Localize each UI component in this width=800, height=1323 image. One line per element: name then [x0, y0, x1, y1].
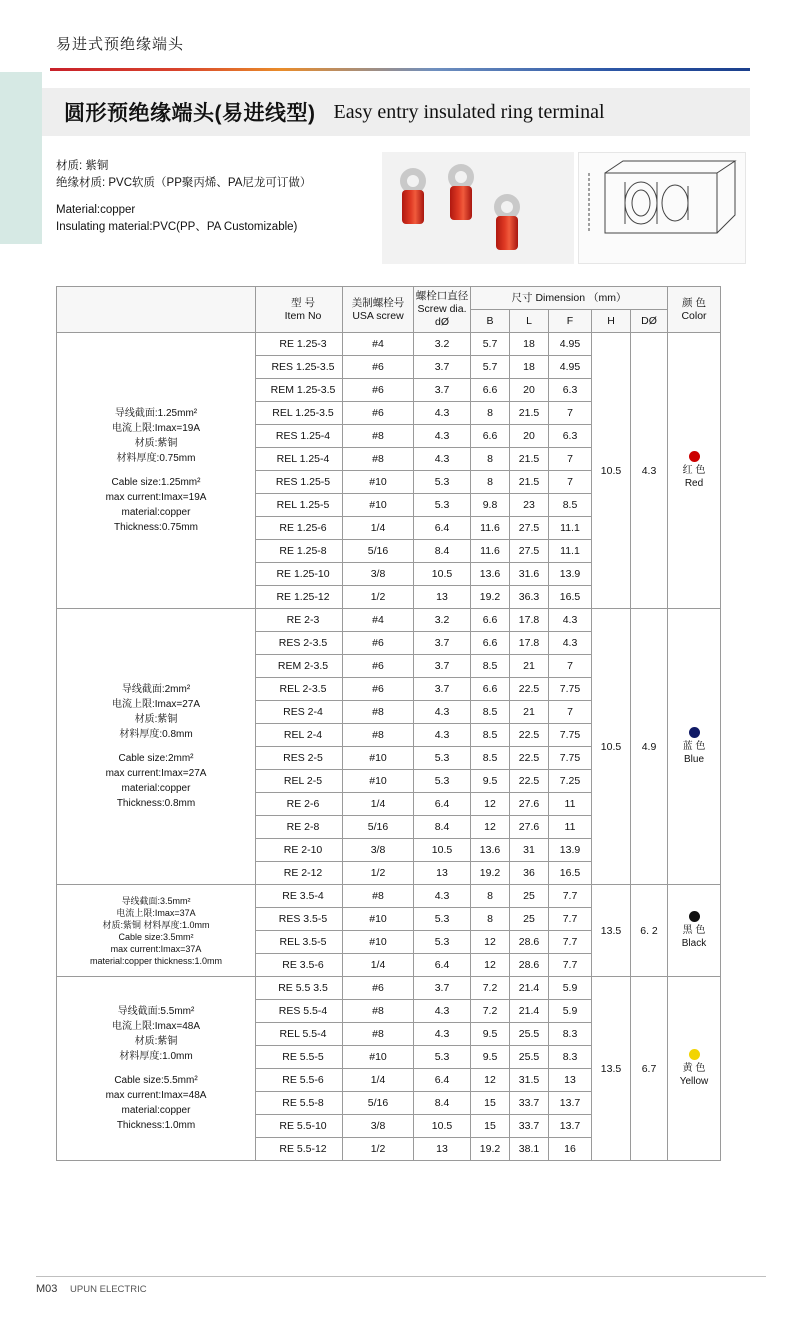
cell-screw-dia: 4.3: [414, 701, 471, 724]
cell-item-no: REL 2-3.5: [256, 678, 343, 701]
color-label-en: Black: [681, 938, 707, 949]
cell-dim-b: 8.5: [471, 701, 510, 724]
cell-usa-screw: 1/4: [343, 1069, 414, 1092]
cell-usa-screw: #6: [343, 402, 414, 425]
group-description: 导线截面:1.25mm² 电流上限:Imax=19A 材质:紫铜 材料厚度:0.75mm Cable size:1.25mm² max current:Imax=19A material:copper Thickness:0.75mm: [57, 333, 256, 609]
cell-item-no: RE 2-12: [256, 862, 343, 885]
cell-dim-b: 13.6: [471, 839, 510, 862]
header-dimension: 尺寸 Dimension （mm）: [471, 287, 668, 310]
cell-dim-b: 9.8: [471, 494, 510, 517]
cell-dim-h: 13.5: [592, 885, 631, 977]
cell-item-no: RE 5.5-8: [256, 1092, 343, 1115]
cell-screw-dia: 4.3: [414, 425, 471, 448]
cell-dim-l: 18: [510, 333, 549, 356]
cell-usa-screw: #8: [343, 701, 414, 724]
table-head: [57, 287, 721, 333]
cell-screw-dia: 5.3: [414, 931, 471, 954]
cell-item-no: RE 5.5 3.5: [256, 977, 343, 1000]
color-label-cn: 黑 色: [682, 925, 706, 936]
cell-dim-l: 21.5: [510, 448, 549, 471]
header-color-cn: 颜 色: [682, 296, 706, 309]
cell-screw-dia: 3.7: [414, 977, 471, 1000]
cell-item-no: RE 1.25-8: [256, 540, 343, 563]
cell-item-no: RES 1.25-5: [256, 471, 343, 494]
cell-item-no: RE 2-3: [256, 609, 343, 632]
table-row: [57, 885, 721, 908]
header-usa-screw: [343, 287, 414, 333]
cell-dim-f: 7: [549, 471, 592, 494]
cell-dim-f: 7.75: [549, 678, 592, 701]
cell-dim-f: 8.5: [549, 494, 592, 517]
cell-usa-screw: #8: [343, 724, 414, 747]
cell-dim-f: 13.7: [549, 1115, 592, 1138]
cell-dim-b: 13.6: [471, 563, 510, 586]
cell-dim-f: 13: [549, 1069, 592, 1092]
cell-usa-screw: #10: [343, 931, 414, 954]
cell-item-no: RES 2-5: [256, 747, 343, 770]
cell-usa-screw: #10: [343, 471, 414, 494]
cell-dim-l: 23: [510, 494, 549, 517]
cell-dim-b: 9.5: [471, 770, 510, 793]
header-description: [57, 287, 256, 333]
cell-dim-b: 12: [471, 816, 510, 839]
color-swatch-icon: [689, 727, 700, 738]
cell-item-no: RES 1.25-3.5: [256, 356, 343, 379]
cell-dim-f: 7: [549, 448, 592, 471]
cell-dim-l: 38.1: [510, 1138, 549, 1161]
cell-dim-f: 5.9: [549, 977, 592, 1000]
cell-screw-dia: 8.4: [414, 816, 471, 839]
cell-screw-dia: 3.2: [414, 609, 471, 632]
cell-item-no: RES 2-3.5: [256, 632, 343, 655]
header-dim-f: F: [549, 310, 592, 333]
cell-dim-b: 19.2: [471, 862, 510, 885]
header-screw-dia-en: Screw dia.: [417, 303, 467, 315]
cell-dim-f: 4.95: [549, 356, 592, 379]
cell-screw-dia: 5.3: [414, 494, 471, 517]
dimension-drawing: [578, 152, 746, 264]
cell-dim-b: 8.5: [471, 724, 510, 747]
cell-item-no: RE 2-8: [256, 816, 343, 839]
cell-usa-screw: 1/2: [343, 586, 414, 609]
cell-usa-screw: 1/2: [343, 862, 414, 885]
cell-dim-f: 5.9: [549, 1000, 592, 1023]
cell-dim-f: 8.3: [549, 1046, 592, 1069]
spec-line-material-en: Material:copper: [56, 204, 136, 216]
section-title-en: Easy entry insulated ring terminal: [333, 100, 605, 123]
cell-dim-f: 7: [549, 701, 592, 724]
cell-item-no: RE 5.5-5: [256, 1046, 343, 1069]
page-header: [0, 0, 800, 72]
cell-dim-b: 15: [471, 1115, 510, 1138]
cell-screw-dia: 5.3: [414, 770, 471, 793]
header-usa-screw-cn: 美制螺栓号: [351, 296, 405, 309]
cell-usa-screw: 3/8: [343, 1115, 414, 1138]
cell-item-no: REM 1.25-3.5: [256, 379, 343, 402]
cell-item-no: REL 2-4: [256, 724, 343, 747]
header-color: [668, 287, 721, 333]
cell-dim-b: 12: [471, 1069, 510, 1092]
spec-line-material-cn: 材质: 紫铜: [56, 160, 109, 172]
cell-item-no: RE 1.25-10: [256, 563, 343, 586]
header-item-no: [256, 287, 343, 333]
cell-dim-h: 10.5: [592, 609, 631, 885]
cell-dim-l: 31.6: [510, 563, 549, 586]
cell-usa-screw: #10: [343, 747, 414, 770]
header-dim-l: L: [510, 310, 549, 333]
header-dim-b: B: [471, 310, 510, 333]
cell-screw-dia: 4.3: [414, 448, 471, 471]
cell-dim-f: 7.75: [549, 747, 592, 770]
cell-dim-b: 8: [471, 402, 510, 425]
cell-item-no: RE 2-10: [256, 839, 343, 862]
cell-dim-b: 8: [471, 471, 510, 494]
cell-usa-screw: #8: [343, 425, 414, 448]
color-label-cn: 黄 色: [682, 1063, 706, 1074]
cell-item-no: RE 2-6: [256, 793, 343, 816]
cell-screw-dia: 5.3: [414, 747, 471, 770]
cell-dim-l: 21: [510, 655, 549, 678]
cell-dim-b: 12: [471, 793, 510, 816]
cell-dim-f: 8.3: [549, 1023, 592, 1046]
cell-dim-l: 21.5: [510, 402, 549, 425]
cell-usa-screw: 5/16: [343, 1092, 414, 1115]
cell-screw-dia: 13: [414, 1138, 471, 1161]
cell-dim-b: 6.6: [471, 609, 510, 632]
cell-item-no: RE 1.25-12: [256, 586, 343, 609]
cell-screw-dia: 8.4: [414, 540, 471, 563]
cell-dim-f: 7.75: [549, 724, 592, 747]
cell-dim-l: 25: [510, 908, 549, 931]
cell-screw-dia: 10.5: [414, 563, 471, 586]
cell-screw-dia: 3.2: [414, 333, 471, 356]
cell-dim-b: 12: [471, 931, 510, 954]
cell-color: [668, 977, 721, 1161]
color-swatch-icon: [689, 911, 700, 922]
cell-dim-f: 11: [549, 816, 592, 839]
cell-item-no: RES 2-4: [256, 701, 343, 724]
cell-usa-screw: #6: [343, 632, 414, 655]
cell-dim-l: 22.5: [510, 747, 549, 770]
cell-screw-dia: 4.3: [414, 724, 471, 747]
cell-dim-l: 22.5: [510, 678, 549, 701]
cell-color: [668, 333, 721, 609]
cell-usa-screw: 1/2: [343, 1138, 414, 1161]
cell-screw-dia: 6.4: [414, 954, 471, 977]
header-item-no-en: Item No: [284, 309, 322, 322]
cell-screw-dia: 5.3: [414, 908, 471, 931]
cell-dim-h: 10.5: [592, 333, 631, 609]
cell-dim-l: 27.5: [510, 540, 549, 563]
cell-dim-f: 13.9: [549, 839, 592, 862]
cell-screw-dia: 3.7: [414, 379, 471, 402]
cell-dim-f: 7.25: [549, 770, 592, 793]
cell-dim-f: 4.95: [549, 333, 592, 356]
cell-dim-b: 9.5: [471, 1046, 510, 1069]
cell-usa-screw: #8: [343, 448, 414, 471]
cell-color: [668, 885, 721, 977]
cell-usa-screw: #6: [343, 356, 414, 379]
cell-dim-f: 7.7: [549, 908, 592, 931]
footer-page-number: M03: [36, 1283, 58, 1295]
cell-screw-dia: 3.7: [414, 356, 471, 379]
cell-dim-d: 4.9: [631, 609, 668, 885]
specification-table: [56, 286, 721, 1161]
spec-line-insulation-cn: 绝缘材质: PVC软质（PP聚丙烯、PA尼龙可订做）: [56, 177, 312, 189]
cell-dim-b: 6.6: [471, 425, 510, 448]
cell-screw-dia: 10.5: [414, 1115, 471, 1138]
cell-dim-b: 12: [471, 954, 510, 977]
cell-usa-screw: #10: [343, 494, 414, 517]
cell-dim-b: 8: [471, 448, 510, 471]
cell-dim-f: 16.5: [549, 586, 592, 609]
cell-usa-screw: #6: [343, 977, 414, 1000]
cell-dim-l: 27.6: [510, 793, 549, 816]
table-body: [57, 333, 721, 1161]
cell-dim-f: 16: [549, 1138, 592, 1161]
header-screw-dia-cn: 螺栓口直径: [415, 290, 469, 302]
cell-dim-b: 11.6: [471, 540, 510, 563]
cell-dim-b: 11.6: [471, 517, 510, 540]
cell-item-no: RE 5.5-6: [256, 1069, 343, 1092]
cell-item-no: RE 1.25-6: [256, 517, 343, 540]
cell-dim-f: 13.7: [549, 1092, 592, 1115]
cell-item-no: RES 5.5-4: [256, 1000, 343, 1023]
cell-screw-dia: 6.4: [414, 1069, 471, 1092]
cell-dim-b: 7.2: [471, 977, 510, 1000]
color-label-en: Yellow: [679, 1076, 709, 1087]
cell-screw-dia: 5.3: [414, 1046, 471, 1069]
cell-usa-screw: #6: [343, 655, 414, 678]
cell-item-no: RES 3.5-5: [256, 908, 343, 931]
cell-dim-f: 11.1: [549, 517, 592, 540]
cell-dim-l: 20: [510, 425, 549, 448]
cell-dim-l: 25.5: [510, 1046, 549, 1069]
cell-usa-screw: #8: [343, 1023, 414, 1046]
color-label-cn: 红 色: [682, 465, 706, 476]
cell-usa-screw: 3/8: [343, 839, 414, 862]
color-swatch-icon: [689, 1049, 700, 1060]
cell-usa-screw: #10: [343, 908, 414, 931]
cell-dim-f: 7.7: [549, 885, 592, 908]
cell-dim-f: 7: [549, 655, 592, 678]
cell-dim-b: 5.7: [471, 356, 510, 379]
cell-dim-f: 4.3: [549, 632, 592, 655]
left-accent-block: [0, 72, 42, 244]
cell-dim-b: 6.6: [471, 379, 510, 402]
cell-dim-l: 17.8: [510, 632, 549, 655]
cell-dim-b: 8.5: [471, 747, 510, 770]
cell-screw-dia: 6.4: [414, 793, 471, 816]
cell-dim-l: 21.5: [510, 471, 549, 494]
cell-dim-b: 6.6: [471, 632, 510, 655]
table-row: [57, 333, 721, 356]
cell-dim-f: 7.7: [549, 954, 592, 977]
cell-dim-f: 13.9: [549, 563, 592, 586]
cell-dim-h: 13.5: [592, 977, 631, 1161]
cell-screw-dia: 4.3: [414, 402, 471, 425]
cell-screw-dia: 3.7: [414, 678, 471, 701]
cell-dim-l: 33.7: [510, 1115, 549, 1138]
footer: [36, 1283, 147, 1295]
cell-item-no: RES 1.25-4: [256, 425, 343, 448]
cell-usa-screw: 1/4: [343, 954, 414, 977]
color-label-en: Red: [684, 478, 704, 489]
material-spec-block: [56, 158, 311, 236]
cell-item-no: RE 3.5-4: [256, 885, 343, 908]
cell-dim-l: 18: [510, 356, 549, 379]
cell-item-no: REL 5.5-4: [256, 1023, 343, 1046]
cell-dim-l: 21.4: [510, 977, 549, 1000]
cell-dim-b: 19.2: [471, 586, 510, 609]
cell-dim-l: 28.6: [510, 954, 549, 977]
cell-dim-l: 20: [510, 379, 549, 402]
header-dim-d: DØ: [631, 310, 668, 333]
cell-usa-screw: #10: [343, 770, 414, 793]
cell-usa-screw: #4: [343, 609, 414, 632]
cell-item-no: REL 2-5: [256, 770, 343, 793]
cell-dim-l: 21.4: [510, 1000, 549, 1023]
cell-screw-dia: 8.4: [414, 1092, 471, 1115]
header-screw-dia-symbol: dØ: [434, 316, 449, 328]
cell-item-no: RE 5.5-10: [256, 1115, 343, 1138]
group-description: 导线截面:2mm² 电流上限:Imax=27A 材质:紫铜 材料厚度:0.8mm Cable size:2mm² max current:Imax=27A material:copper Thickness:0.8mm: [57, 609, 256, 885]
table-header-row-1: [57, 287, 721, 310]
cell-dim-l: 36: [510, 862, 549, 885]
cell-dim-l: 33.7: [510, 1092, 549, 1115]
cell-dim-l: 25: [510, 885, 549, 908]
cell-screw-dia: 10.5: [414, 839, 471, 862]
cell-item-no: REL 1.25-5: [256, 494, 343, 517]
header-screw-dia: [414, 287, 471, 333]
cell-dim-b: 15: [471, 1092, 510, 1115]
cell-screw-dia: 13: [414, 862, 471, 885]
cell-dim-b: 19.2: [471, 1138, 510, 1161]
cell-screw-dia: 13: [414, 586, 471, 609]
cell-dim-l: 31: [510, 839, 549, 862]
cell-screw-dia: 3.7: [414, 655, 471, 678]
cell-dim-f: 11: [549, 793, 592, 816]
header-color-en: Color: [681, 309, 707, 322]
cell-dim-f: 4.3: [549, 609, 592, 632]
cell-dim-l: 27.6: [510, 816, 549, 839]
cell-screw-dia: 4.3: [414, 885, 471, 908]
table-row: [57, 977, 721, 1000]
header-item-no-cn: 型 号: [291, 296, 315, 309]
footer-company: UPUN ELECTRIC: [70, 1284, 147, 1295]
cell-screw-dia: 4.3: [414, 1023, 471, 1046]
section-title-bar: [42, 88, 750, 136]
cell-item-no: REL 1.25-3.5: [256, 402, 343, 425]
cell-dim-d: 6.7: [631, 977, 668, 1161]
cell-item-no: REL 3.5-5: [256, 931, 343, 954]
cell-item-no: RE 3.5-6: [256, 954, 343, 977]
cell-usa-screw: 5/16: [343, 540, 414, 563]
color-label-en: Blue: [683, 754, 704, 765]
cell-dim-f: 16.5: [549, 862, 592, 885]
cell-usa-screw: #8: [343, 885, 414, 908]
cell-color: [668, 609, 721, 885]
color-swatch-icon: [689, 451, 700, 462]
cell-screw-dia: 5.3: [414, 471, 471, 494]
header-title: 易进式预绝缘端头: [56, 36, 185, 53]
cell-dim-b: 5.7: [471, 333, 510, 356]
cell-dim-b: 6.6: [471, 678, 510, 701]
cell-dim-b: 9.5: [471, 1023, 510, 1046]
color-label-cn: 蓝 色: [682, 741, 706, 752]
cell-dim-b: 7.2: [471, 1000, 510, 1023]
cell-dim-l: 22.5: [510, 724, 549, 747]
cell-dim-f: 6.3: [549, 379, 592, 402]
cell-dim-d: 6. 2: [631, 885, 668, 977]
group-description: 导线截面:3.5mm² 电流上限:Imax=37A 材质:紫铜 材料厚度:1.0mm Cable size:3.5mm² max current:Imax=37A material:copper thickness:1.0mm: [57, 885, 256, 977]
cell-dim-f: 7.7: [549, 931, 592, 954]
product-photo: [382, 152, 574, 264]
cell-item-no: REL 1.25-4: [256, 448, 343, 471]
table-row: [57, 609, 721, 632]
cell-dim-l: 28.6: [510, 931, 549, 954]
cell-dim-b: 8.5: [471, 655, 510, 678]
cell-item-no: REM 2-3.5: [256, 655, 343, 678]
header-dim-h: H: [592, 310, 631, 333]
cell-dim-f: 11.1: [549, 540, 592, 563]
cell-usa-screw: #8: [343, 1000, 414, 1023]
header-color-rule: [50, 68, 750, 71]
cell-usa-screw: #4: [343, 333, 414, 356]
cell-usa-screw: #10: [343, 1046, 414, 1069]
cell-usa-screw: 3/8: [343, 563, 414, 586]
dimension-drawing-svg: [579, 153, 745, 263]
section-title-cn: 圆形预绝缘端头(易进线型): [64, 102, 316, 125]
cell-dim-l: 22.5: [510, 770, 549, 793]
cell-usa-screw: 1/4: [343, 517, 414, 540]
cell-dim-f: 6.3: [549, 425, 592, 448]
cell-usa-screw: 5/16: [343, 816, 414, 839]
cell-usa-screw: #6: [343, 678, 414, 701]
cell-screw-dia: 6.4: [414, 517, 471, 540]
cell-dim-b: 8: [471, 885, 510, 908]
group-description: 导线截面:5.5mm² 电流上限:Imax=48A 材质:紫铜 材料厚度:1.0mm Cable size:5.5mm² max current:Imax=48A material:copper Thickness:1.0mm: [57, 977, 256, 1161]
cell-usa-screw: #6: [343, 379, 414, 402]
spec-line-insulation-en: Insulating material:PVC(PP、PA Customizable): [56, 221, 298, 233]
cell-screw-dia: 4.3: [414, 1000, 471, 1023]
cell-usa-screw: 1/4: [343, 793, 414, 816]
cell-dim-l: 17.8: [510, 609, 549, 632]
cell-dim-l: 25.5: [510, 1023, 549, 1046]
cell-dim-b: 8: [471, 908, 510, 931]
cell-screw-dia: 3.7: [414, 632, 471, 655]
cell-dim-l: 27.5: [510, 517, 549, 540]
header-usa-screw-en: USA screw: [352, 309, 404, 322]
cell-dim-l: 31.5: [510, 1069, 549, 1092]
cell-dim-f: 7: [549, 402, 592, 425]
cell-dim-l: 36.3: [510, 586, 549, 609]
cell-item-no: RE 1.25-3: [256, 333, 343, 356]
cell-item-no: RE 5.5-12: [256, 1138, 343, 1161]
cell-dim-l: 21: [510, 701, 549, 724]
cell-dim-d: 4.3: [631, 333, 668, 609]
footer-divider: [36, 1276, 766, 1277]
